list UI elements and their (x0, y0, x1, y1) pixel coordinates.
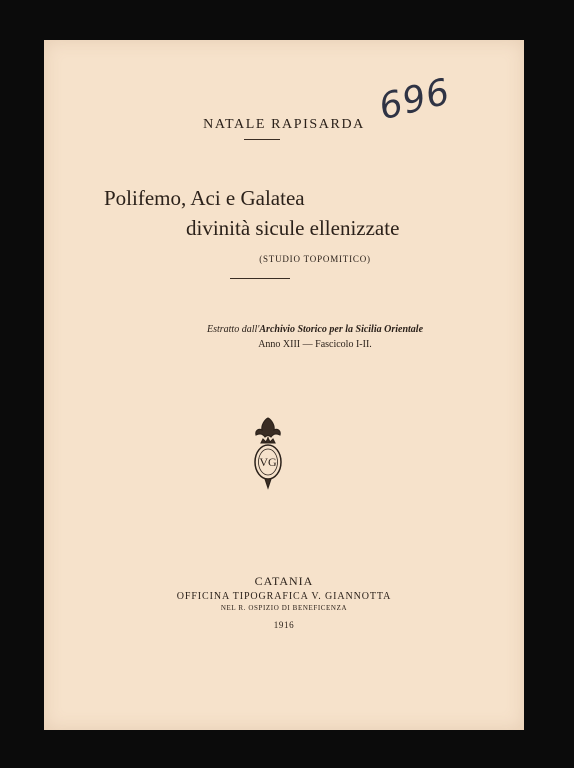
title-line-1: Polifemo, Aci e Galatea (104, 186, 305, 210)
title-line-2: divinità sicule ellenizzate (186, 216, 400, 240)
svg-text:VG: VG (259, 455, 277, 469)
author-divider (244, 139, 280, 140)
printer-address: NEL R. OSPIZIO DI BENEFICENZA (220, 604, 348, 612)
handwritten-number: 696 (375, 71, 455, 129)
extract-note (44, 324, 524, 335)
journal-name: Archivio Storico per la Sicilia Orientale (259, 324, 424, 335)
extract-prefix: Estratto dall' (206, 324, 260, 335)
author-name: NATALE RAPISARDA (203, 117, 365, 132)
document-page (44, 40, 524, 730)
publication-year: 1916 (273, 620, 295, 630)
printer-name: OFFICINA TIPOGRAFICA V. GIANNOTTA (176, 591, 392, 602)
printer-device-icon (248, 414, 288, 494)
publisher-city: CATANIA (254, 574, 314, 588)
title-divider (230, 278, 290, 279)
subtitle: (STUDIO TOPOMITICO) (259, 254, 371, 264)
issue-info: Anno XIII — Fascicolo I-II. (258, 339, 372, 350)
